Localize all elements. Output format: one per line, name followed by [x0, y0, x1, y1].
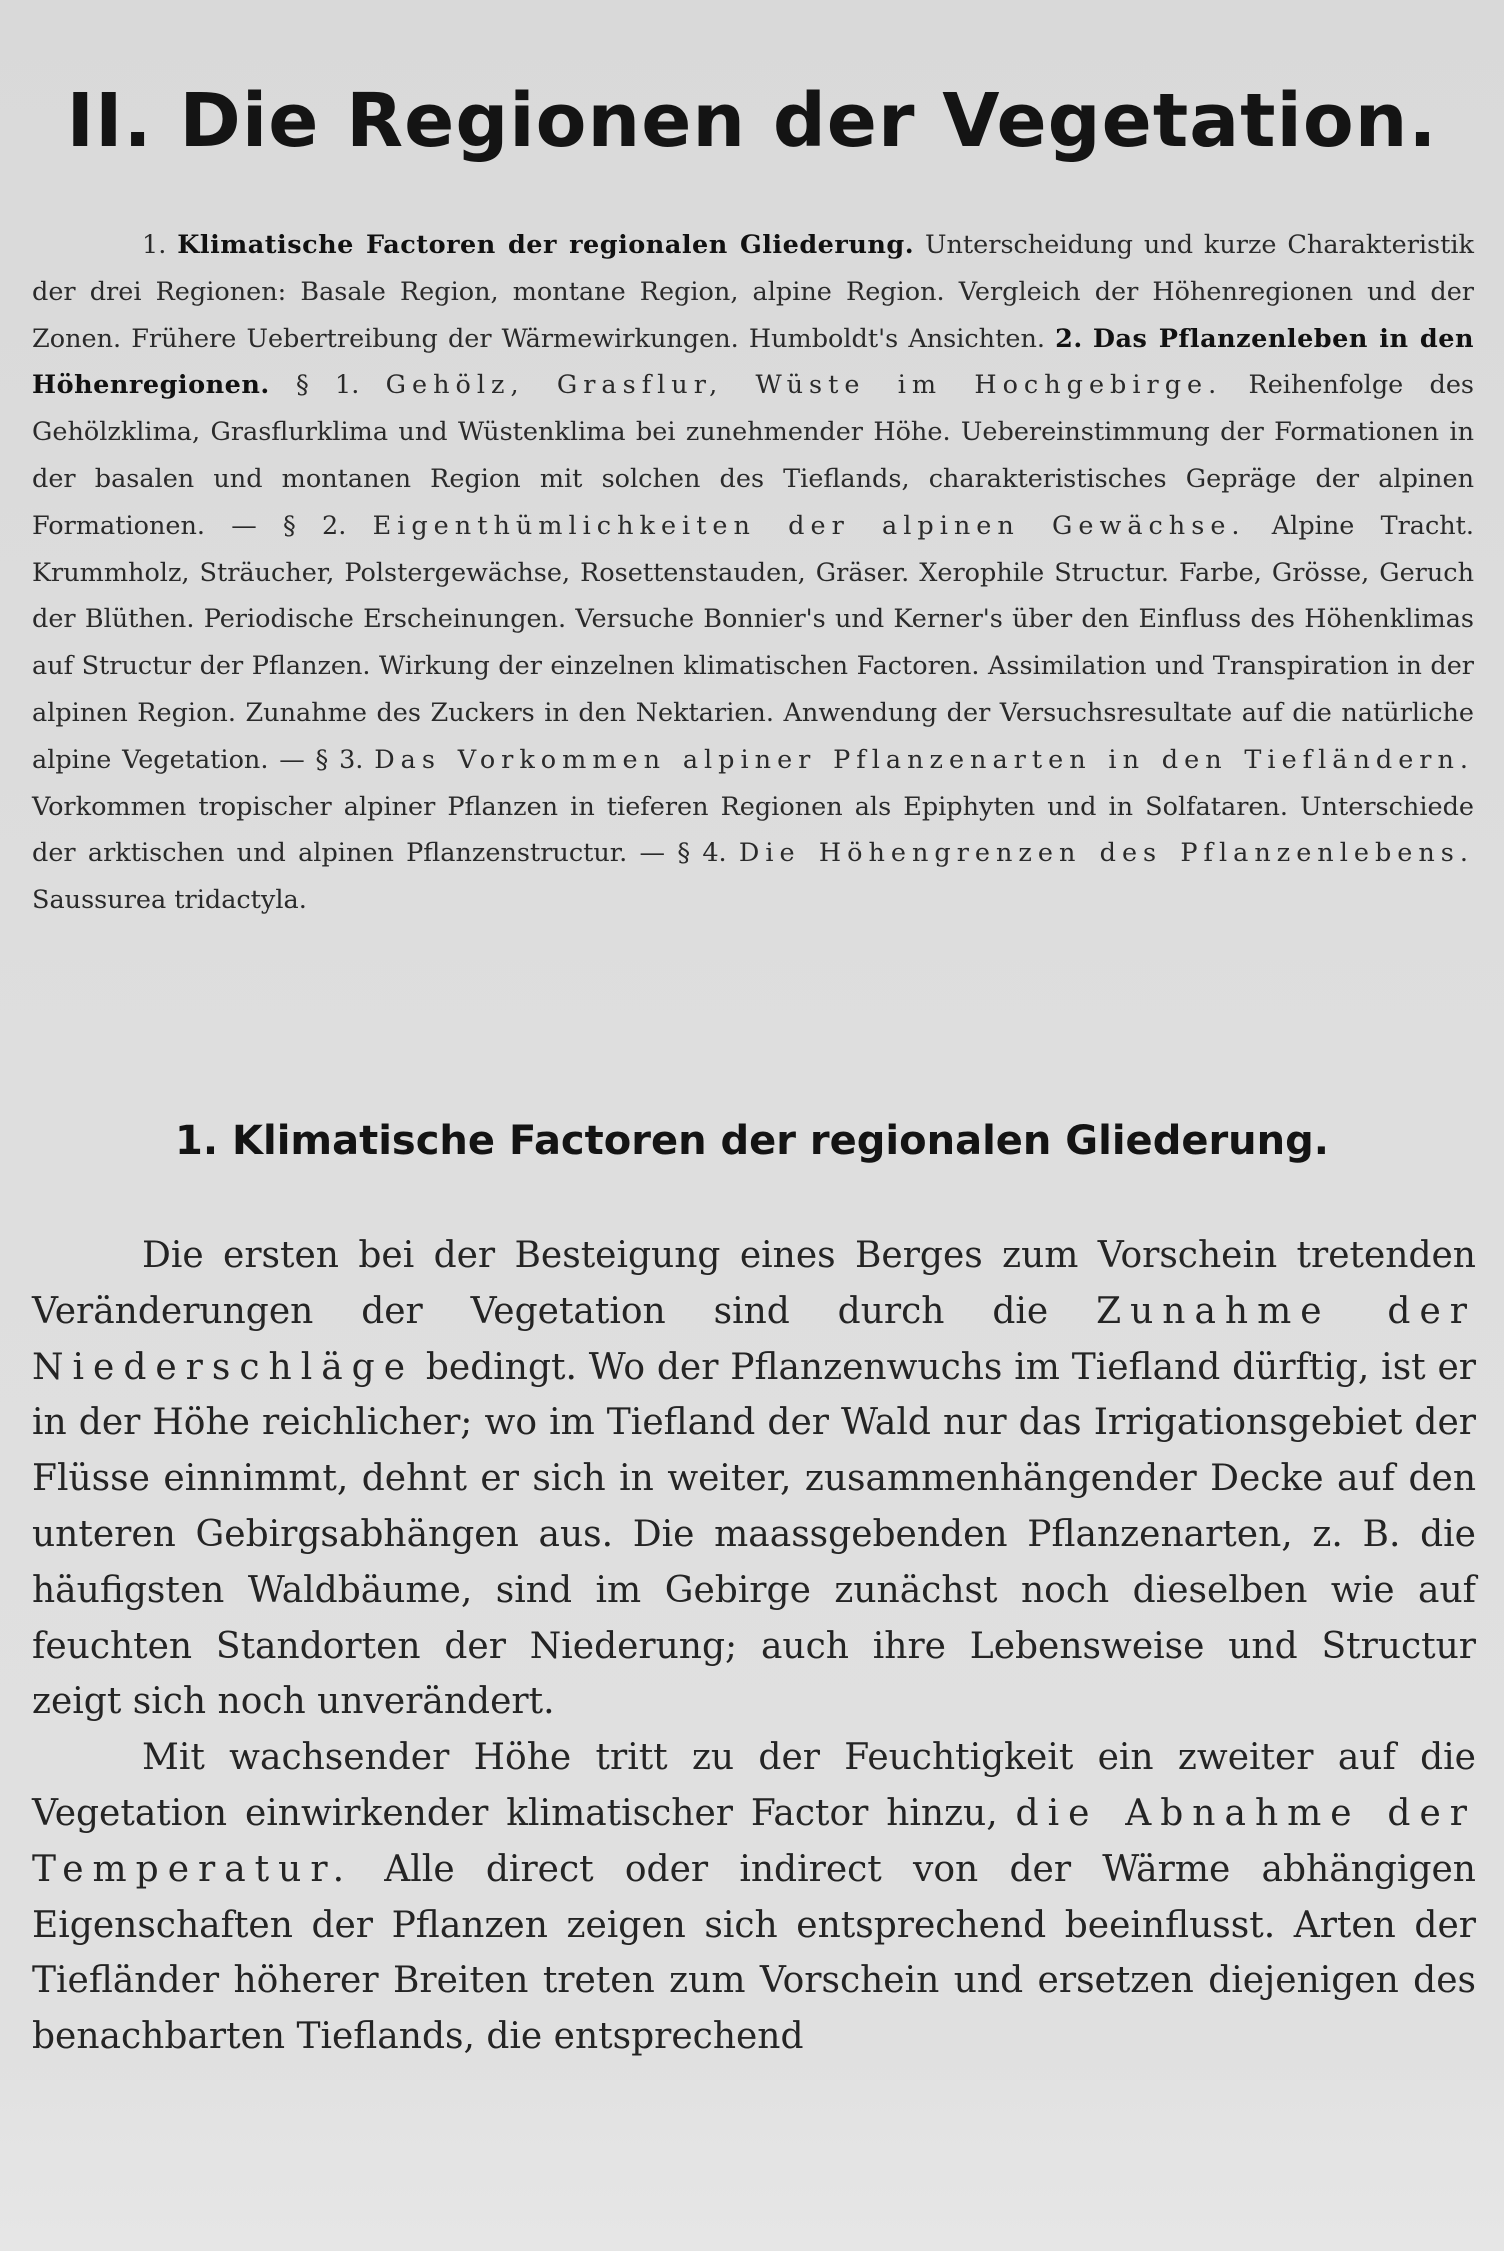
summary-paragraph-1-mark: § 1. — [296, 370, 360, 401]
summary-paragraph-2-mark: § 2. — [283, 510, 347, 541]
summary-section-1-title: Klimatische Factoren der regionalen Gliederung. — [177, 230, 915, 260]
body-paragraph-2-rest: Alle direct oder indirect von der Wärme abhängigen Eigenschaften der Pflanzen zeigen sich entsprechend beeinflusst. Arten der Tiefländer höherer Breiten treten zum Vorschein und ersetzen diejenigen des benachbarten Tieflands, die entsprechend — [32, 1848, 1476, 2058]
body-paragraph-2-emphasis: die Abnahme der Temperatur. — [32, 1792, 1476, 1890]
chapter-summary — [32, 222, 1474, 924]
body-paragraph-2 — [32, 1730, 1476, 2065]
body-paragraph-1 — [32, 1228, 1476, 1730]
section-body — [32, 1228, 1476, 2065]
body-paragraph-1-start: Die ersten bei der Besteigung eines Berges zum Vorschein tretenden Veränderungen der Vegetation sind durch die — [32, 1235, 1476, 1332]
summary-paragraph-3-title: Das Vorkommen alpiner Pflanzenarten in den Tiefländern. — [374, 744, 1475, 775]
chapter-title: II. Die Regionen der Vegetation. — [66, 78, 1438, 164]
summary-paragraph-2-title: Eigenthümlichkeiten der alpinen Gewächse. — [372, 510, 1246, 541]
section-heading: 1. Klimatische Factoren der regionalen Gliederung. — [175, 1118, 1329, 1164]
summary-paragraph-3-mark: § 3. — [315, 744, 364, 775]
summary-section-1-text: Unterscheidung und kurze Charakteristik der drei Regionen: Basale Region, montane Region, alpine Region. Vergleich der Höhenregionen und der Zonen. Frühere Uebertreibung der Wärmewirkungen. Humboldt's Ansichten. — [32, 230, 1474, 354]
summary-paragraph-4-title: Die Höhengrenzen des Pflanzenlebens. — [738, 838, 1474, 869]
summary-paragraph-1-text: Reihenfolge des Gehölzklima, Grasflurklima und Wüstenklima bei zunehmender Höhe. Uebereinstimmung der Formationen in der basalen und montanen Region mit solchen des Tieflands, charakteristisches Gepräge der alpinen Formationen. — — [32, 370, 1475, 541]
summary-paragraph-2-text: Alpine Tracht. Krummholz, Sträucher, Polstergewächse, Rosettenstauden, Gräser. Xerophile Structur. Farbe, Grösse, Geruch der Blüthen. Periodische Erscheinungen. Versuche Bonnier's und Kerner's über den Einfluss des Höhenklimas auf Structur der Pflanzen. Wirkung der einzelnen klimatischen Factoren. Assimilation und Transpiration in der alpinen Region. Zunahme des Zuckers in den Nektarien. Anwendung der Versuchsresultate auf die natürliche alpine Vegetation. — — [32, 510, 1475, 775]
body-paragraph-1-emphasis: Zunahme der Niederschläge — [32, 1290, 1476, 1388]
summary-paragraph-3-text: Vorkommen tropischer alpiner Pflanzen in tieferen Regionen als Epiphyten und in Solfataren. Unterschiede der arktischen und alpinen Pflanzenstructur. — — [32, 791, 1474, 869]
summary-paragraph-4-mark: § 4. — [677, 838, 727, 869]
body-paragraph-2-start: Mit wachsender Höhe tritt zu der Feuchtigkeit ein zweiter auf die Vegetation einwirkender klimatischer Factor hinzu, — [32, 1737, 1476, 1834]
page-bottom-margin — [0, 2080, 1504, 2251]
summary-section-2-title: Das Pflanzenleben in den Höhenregionen. — [32, 323, 1474, 401]
body-paragraph-1-rest: bedingt. Wo der Pflanzenwuchs im Tiefland dürftig, ist er in der Höhe reichlicher; wo im Tiefland der Wald nur das Irrigationsgebiet der Flüsse einnimmt, dehnt er sich in weiter, zusammenhängender Decke auf den unteren Gebirgsabhängen aus. Die maassgebenden Pflanzenarten, z. B. die häufigsten Waldbäume, sind im Gebirge zunächst noch dieselben wie auf feuchten Standorten der Niederung; auch ihre Lebensweise und Structur zeigt sich noch unverändert. — [32, 1346, 1476, 1723]
summary-section-1-number: 1. — [142, 230, 167, 260]
summary-paragraph-4-text: Saussurea tridactyla. — [32, 885, 307, 916]
summary-section-2-number: 2. — [1055, 323, 1083, 354]
summary-paragraph-1-title: Gehölz, Grasflur, Wüste im Hochgebirge. — [385, 370, 1223, 401]
